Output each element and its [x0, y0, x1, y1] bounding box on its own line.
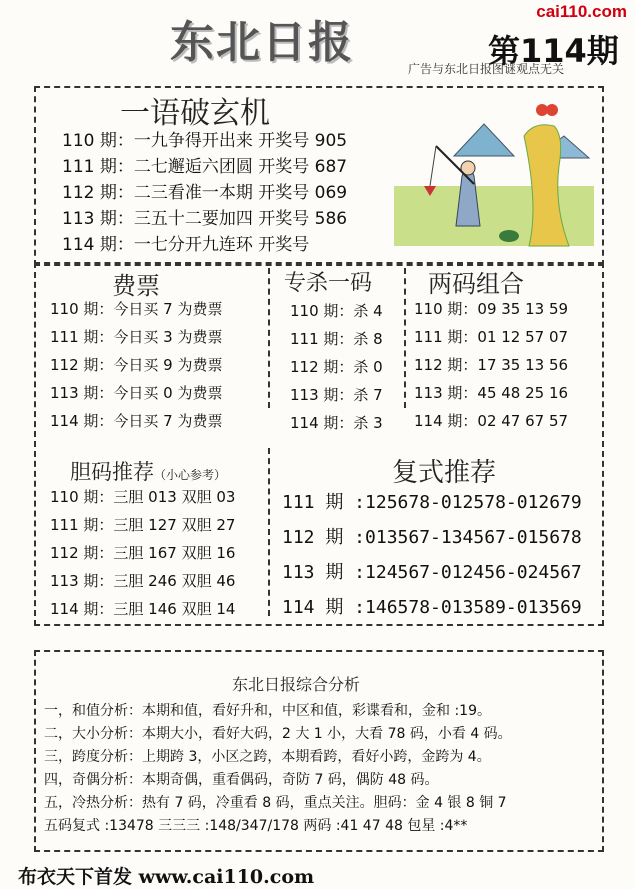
analysis-row: 三，跨度分析：上期跨 3，小区之跨，本期看跨，看好小跨，金跨为 4。 — [44, 749, 491, 765]
newspaper-title: 东北日报 — [170, 17, 354, 68]
danma-rows — [50, 486, 235, 626]
zhuansha-row: 110 期：杀 4 — [290, 302, 383, 320]
liangma-row: 113 期：45 48 25 16 — [414, 384, 569, 402]
issue-number: 第114期 — [488, 32, 619, 70]
danma-row: 110 期：三胆 013 双胆 03 — [50, 488, 236, 506]
zhuansha-row: 111 期：杀 8 — [290, 330, 383, 348]
feipiao-row: 114 期：今日买 7 为费票 — [50, 412, 223, 430]
liangma-row: 111 期：01 12 57 07 — [414, 328, 569, 346]
danma-row: 114 期：三胆 146 双胆 14 — [50, 600, 236, 618]
analysis-row: 一，和值分析：本期和值，看好升和，中区和值，彩谍看和，金和 :19。 — [44, 703, 491, 719]
analysis-row: 二，大小分析：本期大小，看好大码，2 大 1 小，大看 78 码，小看 4 码。 — [44, 726, 512, 742]
zhuansha-row: 112 期：杀 0 — [290, 358, 383, 376]
danma-note: （小心参考） — [154, 468, 227, 482]
danma-row: 112 期：三胆 167 双胆 16 — [50, 544, 236, 562]
fushi-title: 复式推荐 — [392, 458, 497, 488]
feipiao-title: 费票 — [112, 272, 160, 300]
riddle-row: 110 期：一九争得开出来 开奖号 905 — [62, 131, 348, 151]
analysis-row: 五码复式 :13478 三三三 :148/347/178 两码 :41 47 48 包星 :4** — [44, 818, 468, 834]
danma-title-text: 胆码推荐 — [70, 460, 154, 484]
analysis-row: 四，奇偶分析：本期奇偶，重看偶码，奇防 7 码，偶防 48 码。 — [44, 772, 439, 788]
danma-row: 111 期：三胆 127 双胆 27 — [50, 516, 236, 534]
danma-title — [70, 456, 226, 486]
liangma-row: 114 期：02 47 67 57 — [414, 412, 569, 430]
liangma-row: 110 期：09 35 13 59 — [414, 300, 569, 318]
feipiao-row: 110 期：今日买 7 为费票 — [50, 300, 223, 318]
zhuansha-rows — [290, 300, 383, 440]
riddle-title: 一语破玄机 — [120, 96, 270, 131]
feipiao-row: 113 期：今日买 0 为费票 — [50, 384, 223, 402]
fushi-row: 113 期 :124567-012456-024567 — [282, 562, 582, 583]
fushi-row: 112 期 :013567-134567-015678 — [282, 527, 582, 548]
liangma-rows — [414, 298, 568, 438]
divider — [268, 448, 270, 616]
zhuansha-row: 114 期：杀 3 — [290, 414, 383, 432]
zhuansha-row: 113 期：杀 7 — [290, 386, 383, 404]
analysis-rows — [44, 700, 512, 838]
divider — [404, 268, 406, 408]
riddle-row: 114 期：一七分开九连环 开奖号 — [62, 235, 310, 255]
footer-text: 布衣天下首发 www.cai110.com — [18, 866, 315, 888]
danma-row: 113 期：三胆 246 双胆 46 — [50, 572, 236, 590]
riddle-row: 112 期：二三看准一本期 开奖号 069 — [62, 183, 348, 203]
fushi-row: 114 期 :146578-013589-013569 — [282, 597, 582, 618]
riddle-row: 113 期：三五十二要加四 开奖号 586 — [62, 209, 348, 229]
disclaimer: 广告与东北日报图谜观点无关 — [408, 62, 565, 76]
liangma-row: 112 期：17 35 13 56 — [414, 356, 569, 374]
zhuansha-title: 专杀一码 — [284, 271, 373, 296]
feipiao-row: 111 期：今日买 3 为费票 — [50, 328, 223, 346]
divider — [268, 268, 270, 408]
analysis-title: 东北日报综合分析 — [232, 675, 361, 694]
fushi-row: 111 期 :125678-012578-012679 — [282, 492, 582, 513]
site-watermark: cai110.com — [536, 2, 627, 21]
analysis-row: 五，冷热分析：热有 7 码，冷重看 8 码，重点关注。胆码：金 4 银 8 铜 7 — [44, 795, 507, 811]
fushi-rows — [282, 488, 582, 628]
riddle-row: 111 期：二七邂逅六团圆 开奖号 687 — [62, 157, 348, 177]
fisherman-illustration — [384, 96, 596, 256]
riddle-rows — [62, 126, 347, 256]
feipiao-row: 112 期：今日买 9 为费票 — [50, 356, 223, 374]
feipiao-rows — [50, 298, 222, 438]
liangma-title: 两码组合 — [428, 270, 524, 298]
